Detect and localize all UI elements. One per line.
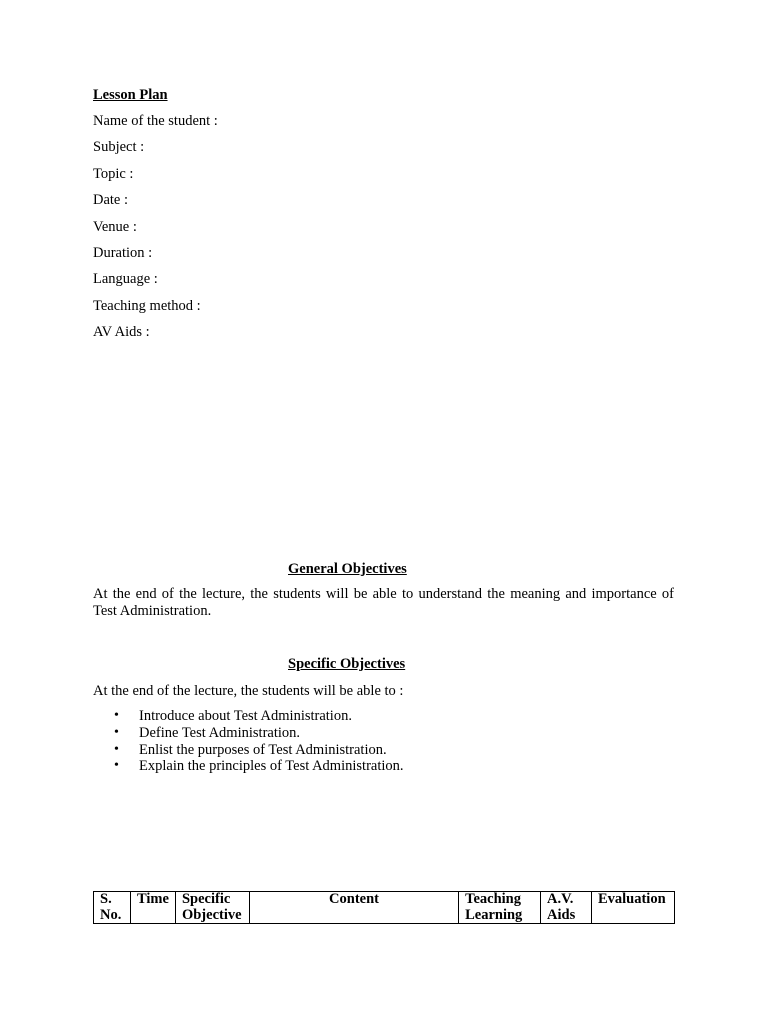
field-subject: Subject :	[93, 139, 145, 156]
bullet-icon: •	[114, 708, 119, 723]
bullet-icon: •	[114, 758, 119, 774]
lesson-details-list	[93, 113, 218, 351]
list-item	[93, 708, 404, 725]
header-line: Content	[329, 891, 379, 907]
header-teaching-learning	[459, 892, 541, 924]
bullet-icon: •	[114, 724, 119, 740]
specific-objectives-title: Specific Objectives	[288, 656, 406, 672]
lesson-plan-heading: Lesson Plan	[93, 87, 168, 103]
list-item	[93, 742, 404, 759]
list-item	[93, 725, 404, 742]
header-line: A.V.	[547, 891, 574, 907]
specific-objectives-list	[93, 708, 404, 775]
objective-text: Define Test Administration.	[139, 724, 301, 741]
header-line: Teaching	[465, 891, 521, 907]
table-header-row	[94, 892, 675, 924]
header-line: Evaluation	[597, 891, 666, 907]
field-venue: Venue :	[93, 218, 137, 235]
header-time	[130, 892, 175, 924]
header-line: Learning	[465, 906, 523, 923]
header-line: Objective	[181, 906, 242, 923]
objective-text: Enlist the purposes of Test Administration.	[139, 741, 387, 758]
specific-objectives-intro: At the end of the lecture, the students will be able to :	[93, 683, 404, 699]
general-objectives-title: General Objectives	[288, 561, 407, 577]
header-av-aids	[541, 892, 592, 924]
list-item	[93, 758, 404, 775]
lesson-plan-table	[93, 891, 675, 924]
header-s-no	[94, 892, 131, 924]
field-topic: Topic :	[93, 165, 134, 182]
header-line: Aids	[547, 906, 576, 923]
field-language: Language :	[93, 271, 158, 288]
header-specific-objective	[175, 892, 249, 924]
field-student-name: Name of the student :	[93, 113, 218, 129]
header-evaluation	[591, 892, 674, 924]
general-objectives-text: At the end of the lecture, the students will be able to understand the meaning and importance of Test Administration.	[93, 586, 674, 619]
objective-text: Introduce about Test Administration.	[139, 708, 352, 724]
header-line: Specific	[181, 891, 231, 907]
field-duration: Duration :	[93, 244, 153, 261]
header-line: Time	[136, 891, 169, 907]
bullet-icon: •	[114, 741, 119, 757]
header-line: S.	[100, 891, 112, 907]
field-av-aids: AV Aids :	[93, 324, 150, 341]
header-content	[249, 892, 458, 924]
objective-text: Explain the principles of Test Administration.	[139, 758, 404, 775]
field-teaching-method: Teaching method :	[93, 297, 201, 314]
field-date: Date :	[93, 192, 129, 209]
header-line: No.	[100, 906, 122, 923]
